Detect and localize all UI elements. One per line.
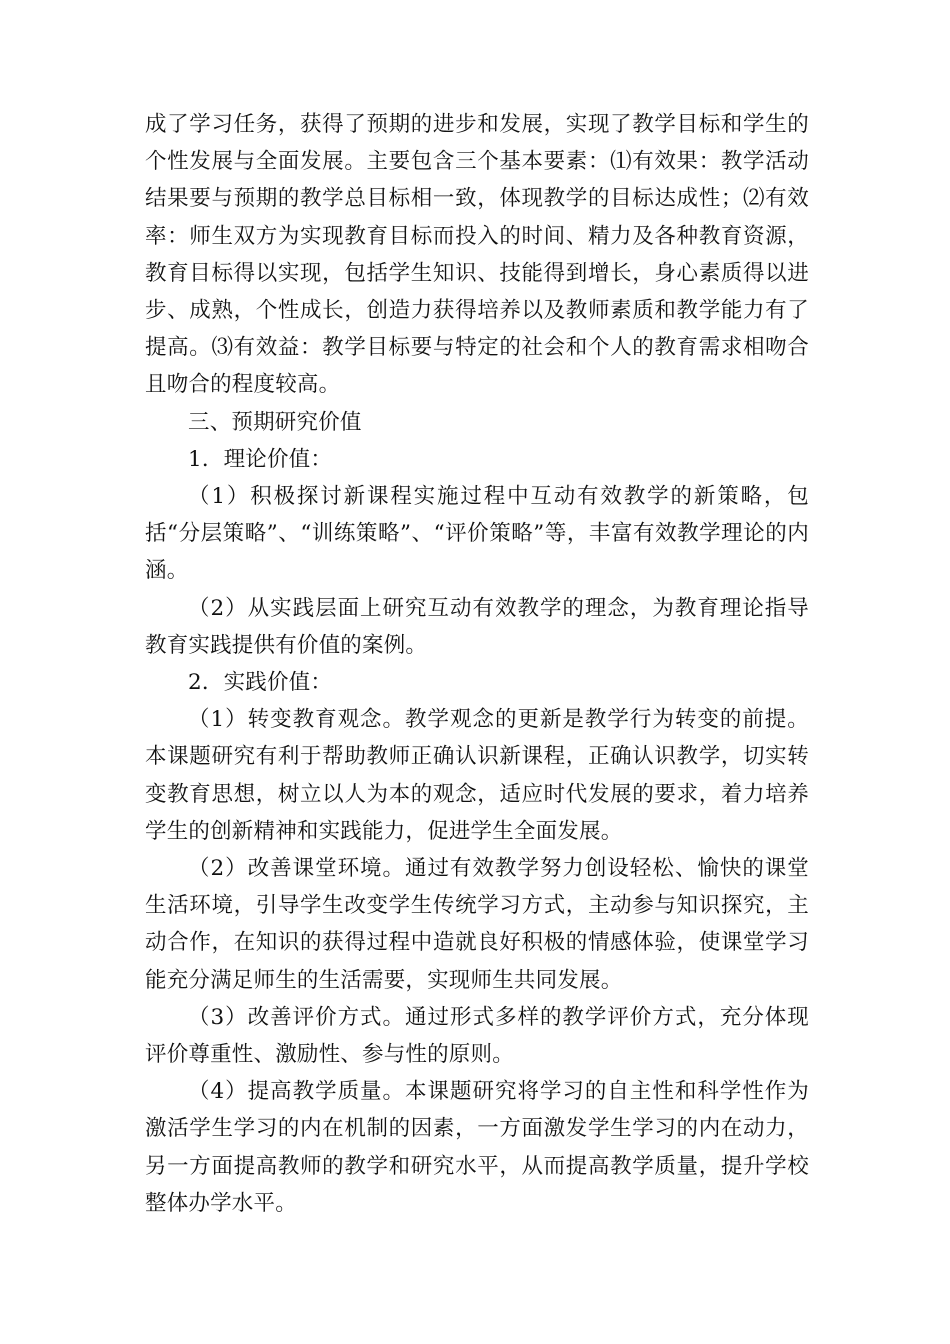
theory-item-1: （1）积极探讨新课程实施过程中互动有效教学的新策略，包括“分层策略”、“训练策略”、“评价策略”等，丰富有效教学理论的内涵。 [145,484,809,584]
section-heading: 三、预期研究价值 [188,409,362,435]
practice-item-2: （2）改善课堂环境。通过有效教学努力创设轻松、愉快的课堂生活环境，引导学生改变学生传统学习方式，主动参与知识探究，主动合作，在知识的获得过程中造就良好积极的情感体验，使课堂学习能充分满足师生的生活需要，实现师生共同发展。 [145,856,809,993]
intro-paragraph: 成了学习任务，获得了预期的进步和发展，实现了教学目标和学生的个性发展与全面发展。主要包含三个基本要素：⑴有效果：教学活动结果要与预期的教学总目标相一致，体现教学的目标达成性；⑵有效率：师生双方为实现教育目标而投入的时间、精力及各种教育资源，教育目标得以实现，包括学生知识、技能得到增长，身心素质得以进步、成熟，个性成长，创造力获得培养以及教师素质和教学能力有了提高。⑶有效益：教学目标要与特定的社会和个人的教育需求相吻合且吻合的程度较高。 [145,112,809,398]
practice-item-4: （4）提高教学质量。本课题研究将学习的自主性和科学性作为激活学生学习的内在机制的因素，一方面激发学生学习的内在动力，另一方面提高教师的教学和研究水平，从而提高教学质量，提升学校整体办学水平。 [145,1079,809,1216]
document-page [145,106,809,1222]
practice-item-1: （1）转变教育观念。教学观念的更新是教学行为转变的前提。本课题研究有利于帮助教师正确认识新课程，正确认识教学，切实转变教育思想，树立以人为本的观念，适应时代发展的要求，着力培养学生的创新精神和实践能力，促进学生全面发展。 [145,707,809,844]
practice-value-heading: 2．实践价值： [188,670,333,696]
theory-value-heading: 1．理论价值： [188,446,333,472]
practice-item-3: （3）改善评价方式。通过形式多样的教学评价方式，充分体现评价尊重性、激励性、参与性的原则。 [145,1004,809,1068]
theory-item-2: （2）从实践层面上研究互动有效教学的理念，为教育理论指导教育实践提供有价值的案例。 [145,595,809,658]
